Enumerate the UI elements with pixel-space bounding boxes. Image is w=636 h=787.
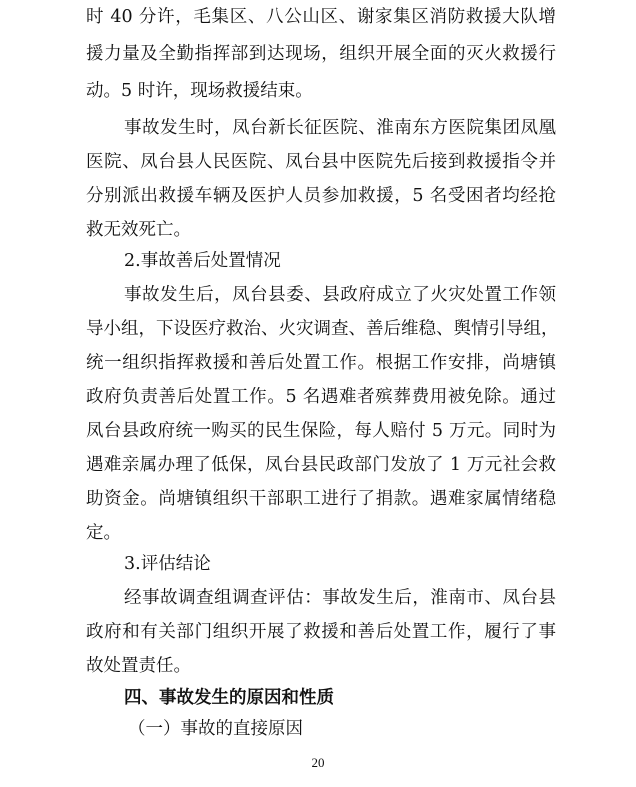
text-line: 政府负责善后处置工作。5 名遇难者殡葬费用被免除。通过 [86,387,556,407]
text-line: 时 40 分许，毛集区、八公山区、谢家集区消防救援大队增 [86,7,556,27]
text-line: 动。5 时许，现场救援结束。 [86,81,313,101]
text-line: 导小组，下设医疗救治、火灾调查、善后维稳、舆情引导组， [86,319,559,339]
text-line: 故处置责任。 [86,656,191,676]
text-line: 救无效死亡。 [86,220,191,240]
section-heading: 2.事故善后处置情况 [124,251,281,271]
chapter-heading: 四、事故发生的原因和性质 [124,688,334,708]
page-number: 20 [311,755,325,770]
text-line: 医院、凤台县人民医院、凤台县中医院先后接到救援指令并 [86,152,556,172]
text-line: 遇难亲属办理了低保，凤台县民政部门发放了 1 万元社会救 [86,455,556,475]
text-line: 定。 [86,523,121,543]
section-heading: 3.评估结论 [124,554,211,574]
subsection-heading: （一）事故的直接原因 [128,719,303,739]
text-line: 统一组织指挥救援和善后处置工作。根据工作安排，尚塘镇 [86,353,556,373]
text-line: 事故发生时，凤台新长征医院、淮南东方医院集团凤凰 [124,118,556,138]
text-line: 援力量及全勤指挥部到达现场，组织开展全面的灭火救援行 [86,44,556,64]
text-line: 政府和有关部门组织开展了救援和善后处置工作，履行了事 [86,622,556,642]
text-line: 经事故调查组调查评估：事故发生后，淮南市、凤台县 [124,588,556,608]
text-line: 助资金。尚塘镇组织干部职工进行了捐款。遇难家属情绪稳 [86,489,556,509]
text-line: 事故发生后，凤台县委、县政府成立了火灾处置工作领 [124,285,556,305]
text-line: 凤台县政府统一购买的民生保险，每人赔付 5 万元。同时为 [86,421,556,441]
text-line: 分别派出救援车辆及医护人员参加救援，5 名受困者均经抢 [86,186,556,206]
